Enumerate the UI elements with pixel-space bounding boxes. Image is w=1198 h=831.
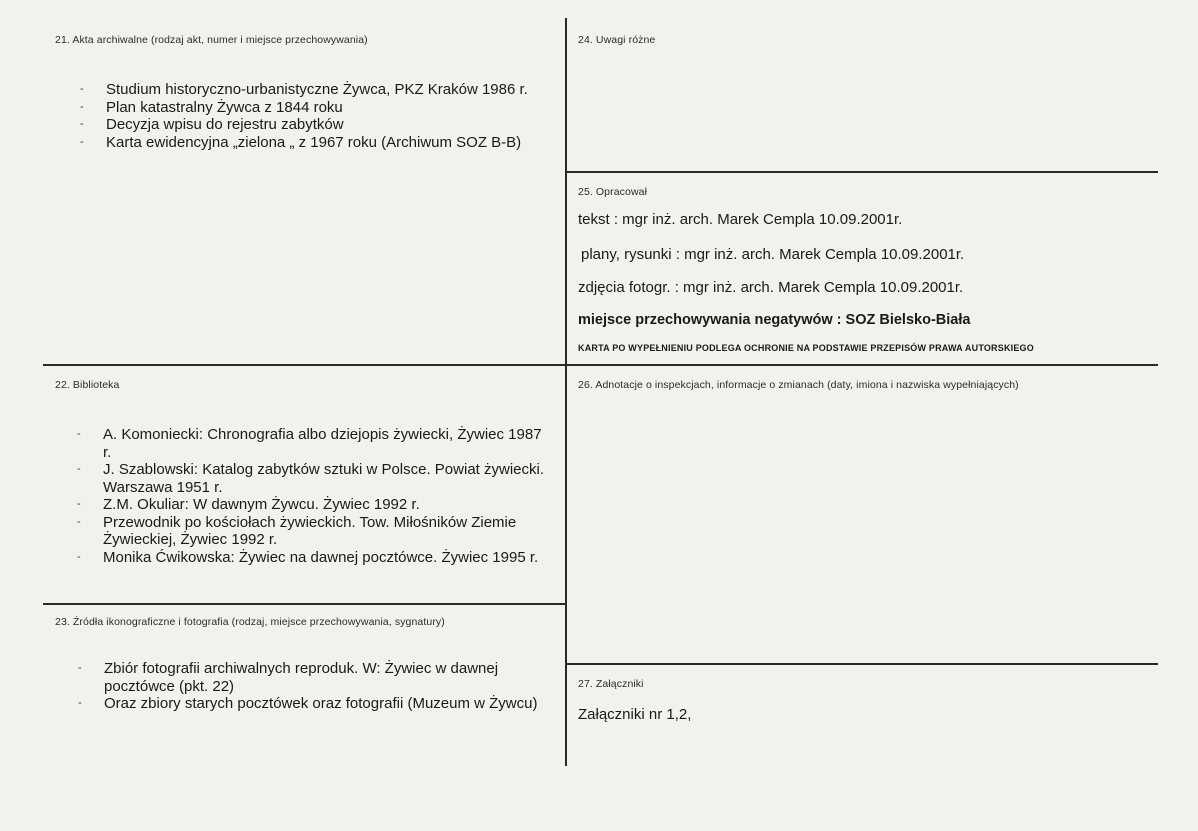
- list-item: - Plan katastralny Żywca z 1844 roku: [80, 98, 343, 116]
- section-25-label: 25. Opracował: [578, 186, 648, 198]
- list-item: - Decyzja wpisu do rejestru zabytków: [80, 116, 344, 133]
- list-item: - Studium historyczno-urbanistyczne Żywca, PKZ Kraków 1986 r.: [80, 81, 528, 98]
- dash-bullet-icon: -: [77, 498, 81, 510]
- dash-bullet-icon: -: [80, 118, 84, 130]
- dash-bullet-icon: -: [78, 697, 82, 709]
- list-item: - Przewodnik po kościołach żywieckich. Tow. Miłośników Ziemie Żywieckiej, Żywiec 1992 r.: [77, 513, 517, 548]
- divider-s22-s23: [43, 603, 565, 605]
- section-21-list: [80, 81, 550, 151]
- section-27-label: 27. Załączniki: [578, 678, 644, 690]
- section-26-label: 26. Adnotacje o inspekcjach, informacje o zmianach (daty, imiona i nazwiska wypełniających): [578, 379, 1019, 391]
- divider-s24-s25: [567, 171, 1158, 173]
- dash-bullet-icon: -: [77, 428, 81, 440]
- dash-bullet-icon: -: [80, 100, 84, 113]
- section-21-label: 21. Akta archiwalne (rodzaj akt, numer i miejsce przechowywania): [55, 34, 368, 46]
- section-23-label: 23. Źródła ikonograficzne i fotografia (rodzaj, miejsce przechowywania, sygnatury): [55, 616, 445, 628]
- dash-bullet-icon: -: [77, 550, 81, 563]
- list-item: - Karta ewidencyjna „zielona „ z 1967 roku (Archiwum SOZ B-B): [80, 133, 522, 151]
- center-divider: [565, 18, 567, 766]
- attachments-value: Załączniki nr 1,2,: [578, 706, 692, 723]
- dash-bullet-icon: -: [77, 515, 81, 528]
- divider-s26-s27: [567, 663, 1158, 665]
- section-24-label: 24. Uwagi różne: [578, 34, 656, 46]
- list-item: - Zbiór fotografii archiwalnych reproduk. W: Żywiec w dawnej pocztówce (pkt. 22): [78, 660, 499, 695]
- opracowal-plany: plany, rysunki : mgr inż. arch. Marek Cempla 10.09.2001r.: [581, 246, 965, 263]
- list-item: - Monika Ćwikowska: Żywiec na dawnej pocztówce. Żywiec 1995 r.: [77, 548, 539, 566]
- section-22-list: [77, 426, 547, 566]
- section-22-label: 22. Biblioteka: [55, 379, 120, 391]
- list-item: - J. Szablowski: Katalog zabytków sztuki w Polsce. Powiat żywiecki. Warszawa 1951 r.: [77, 461, 544, 496]
- opracowal-tekst: tekst : mgr inż. arch. Marek Cempla 10.09.2001r.: [578, 211, 903, 228]
- dash-bullet-icon: -: [78, 662, 82, 674]
- negatives-storage: miejsce przechowywania negatywów : SOZ Bielsko-Biała: [578, 312, 971, 328]
- list-item: - Z.M. Okuliar: W dawnym Żywcu. Żywiec 1992 r.: [77, 496, 420, 513]
- section-23-list: [78, 660, 548, 713]
- dash-bullet-icon: -: [80, 135, 84, 148]
- copyright-note: KARTA PO WYPEŁNIENIU PODLEGA OCHRONIE NA PODSTAWIE PRZEPISÓW PRAWA AUTORSKIEGO: [578, 343, 1034, 353]
- opracowal-zdjecia: zdjęcia fotogr. : mgr inż. arch. Marek Cempla 10.09.2001r.: [578, 279, 964, 296]
- divider-row1-row2: [43, 364, 1158, 366]
- dash-bullet-icon: -: [77, 463, 81, 475]
- list-item: - A. Komoniecki: Chronografia albo dziejopis żywiecki, Żywiec 1987 r.: [77, 426, 542, 461]
- dash-bullet-icon: -: [80, 83, 84, 95]
- list-item: - Oraz zbiory starych pocztówek oraz fotografii (Muzeum w Żywcu): [78, 695, 538, 712]
